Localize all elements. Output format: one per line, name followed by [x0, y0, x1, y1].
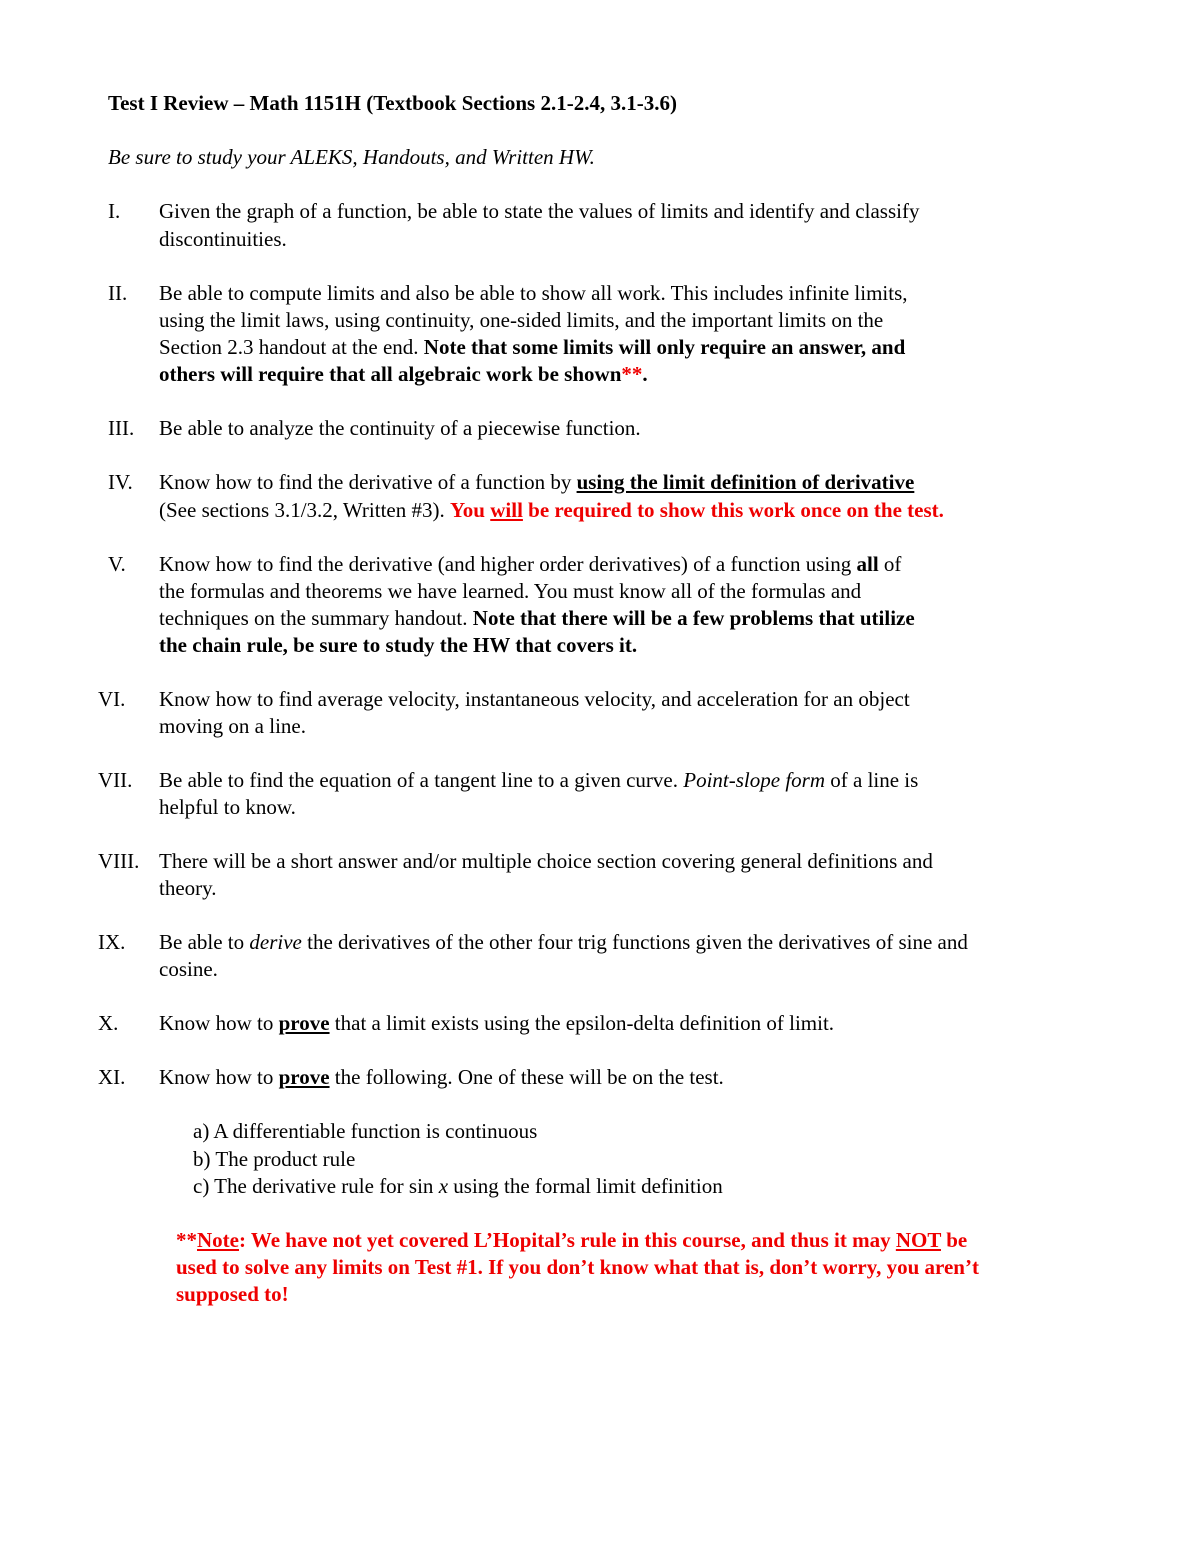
item-numeral: VII. — [98, 768, 133, 792]
math-variable: x — [438, 1174, 449, 1198]
note-text: ** — [176, 1228, 197, 1252]
item-text-line: Be able to compute limits and also be able to show all work. This includes infinite limits, — [159, 281, 908, 305]
emphasis-limit-definition: using the limit definition of derivative — [576, 470, 915, 494]
item-text: of — [878, 552, 902, 576]
page-title: Test I Review – Math 1151H (Textbook Sections 2.1-2.4, 3.1-3.6) — [108, 91, 677, 115]
item-text-line — [159, 550, 901, 578]
subitem-c — [193, 1172, 723, 1200]
item-numeral: V. — [108, 552, 126, 576]
item-text-line: the chain rule, be sure to study the HW that covers it. — [159, 633, 638, 657]
bold-word: all — [856, 552, 879, 576]
item-numeral: III. — [108, 416, 135, 440]
italic-term: derive — [249, 930, 302, 954]
item-text-line: cosine. — [159, 957, 218, 981]
red-warning: You — [449, 498, 491, 522]
item-text: Know how to find the derivative of a function by — [159, 470, 577, 494]
item-text-line: theory. — [159, 876, 217, 900]
item-numeral: I. — [108, 199, 121, 223]
item-text: the following. One of these will be on the test. — [329, 1065, 724, 1089]
item-numeral: XI. — [98, 1065, 126, 1089]
red-warning-underlined: will — [490, 498, 523, 522]
note-line — [176, 1226, 967, 1254]
item-text-line — [159, 496, 944, 524]
item-text: Know how to find the derivative (and higher order derivatives) of a function using — [159, 552, 857, 576]
item-text-line: the formulas and theorems we have learned. You must know all of the formulas and — [159, 579, 862, 603]
item-text-line — [159, 604, 915, 632]
item-text-line — [159, 468, 914, 496]
item-numeral: II. — [108, 281, 128, 305]
emphasis-prove: prove — [278, 1011, 330, 1035]
item-text-line — [159, 766, 918, 794]
item-text-line — [159, 928, 968, 956]
note-text: : We have not yet covered L’Hopital’s rule in this course, and thus it may — [238, 1228, 896, 1252]
item-text: (See sections 3.1/3.2, Written #3). — [159, 498, 450, 522]
item-text-line: Given the graph of a function, be able to state the values of limits and identify and classify — [159, 199, 920, 223]
item-text: Section 2.3 handout at the end. — [159, 335, 424, 359]
note-not: NOT — [895, 1228, 941, 1252]
subitem-text: using the formal limit definition — [448, 1174, 723, 1198]
subitem-a: a) A differentiable function is continuous — [193, 1119, 538, 1143]
subitem-text: c) The derivative rule for sin — [193, 1174, 439, 1198]
item-numeral: IX. — [98, 930, 126, 954]
item-text: Be able to find the equation of a tangent line to a given curve. — [159, 768, 684, 792]
item-numeral: VI. — [98, 687, 126, 711]
period: . — [642, 362, 648, 386]
item-text-line: There will be a short answer and/or multiple choice section covering general definitions and — [159, 849, 933, 873]
item-text: Know how to — [159, 1065, 279, 1089]
bold-note: Note that some limits will only require an answer, and — [423, 335, 906, 359]
item-text: Know how to — [159, 1011, 279, 1035]
bold-note: others will require that all algebraic work be shown — [159, 362, 622, 386]
note-label: Note — [197, 1228, 239, 1252]
subitem-b: b) The product rule — [193, 1147, 356, 1171]
item-text-line — [159, 360, 648, 388]
item-text-line: moving on a line. — [159, 714, 306, 738]
item-numeral: X. — [98, 1011, 119, 1035]
item-text-line — [159, 1063, 724, 1091]
emphasis-prove: prove — [278, 1065, 330, 1089]
item-text-line — [159, 1009, 834, 1037]
item-text-line — [159, 333, 905, 361]
item-text: Be able to — [159, 930, 250, 954]
item-text-line: discontinuities. — [159, 227, 287, 251]
item-text: of a line is — [825, 768, 919, 792]
asterisk-marker: ** — [621, 362, 643, 386]
item-text-line: using the limit laws, using continuity, one-sided limits, and the important limits on the — [159, 308, 884, 332]
bold-note: Note that there will be a few problems that utilize — [472, 606, 915, 630]
note-text: be — [940, 1228, 968, 1252]
item-text-line: Know how to find average velocity, instantaneous velocity, and acceleration for an object — [159, 687, 910, 711]
item-text: techniques on the summary handout. — [159, 606, 473, 630]
italic-term: Point-slope form — [683, 768, 825, 792]
item-text-line: helpful to know. — [159, 795, 296, 819]
page-subtitle: Be sure to study your ALEKS, Handouts, and Written HW. — [108, 145, 595, 169]
note-line: supposed to! — [176, 1282, 289, 1306]
note-line: used to solve any limits on Test #1. If you don’t know what that is, don’t worry, you aren’t — [176, 1255, 979, 1279]
item-text-line: Be able to analyze the continuity of a piecewise function. — [159, 416, 641, 440]
item-text: the derivatives of the other four trig functions given the derivatives of sine and — [301, 930, 968, 954]
item-numeral: VIII. — [98, 849, 140, 873]
item-numeral: IV. — [108, 470, 133, 494]
item-text: that a limit exists using the epsilon-delta definition of limit. — [329, 1011, 835, 1035]
red-warning: be required to show this work once on the test. — [522, 498, 944, 522]
